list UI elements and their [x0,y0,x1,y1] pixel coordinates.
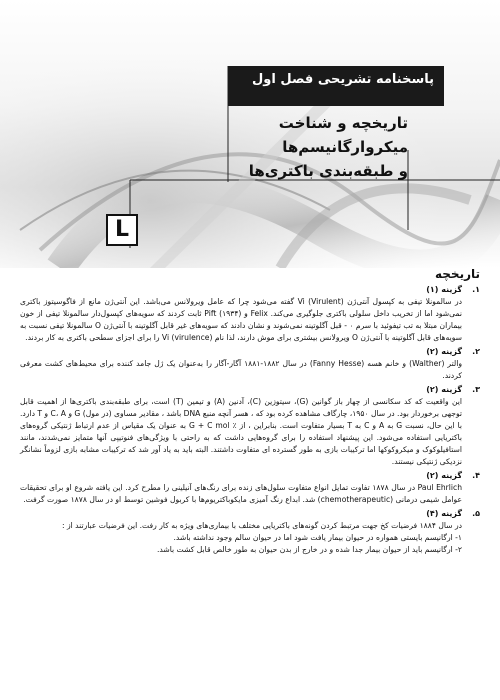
answer-option: گزینه (۲) [426,385,462,394]
question-number: ۱. [472,285,480,294]
main-title-line-2: و طبقه‌بندی باکتری‌ها [248,162,408,180]
question-block [20,508,480,556]
question-number: ۲. [472,347,480,356]
question-number: ۵. [472,509,480,518]
chapter-main-title [148,111,408,183]
answer-text: والتر (Walther) و خانم هسه (Fanny Hesse) در سال ۱۸۸۲-۱۸۸۱ آگار-آگار را به‌عنوان یک ژل جامد کننده برای محیط‌های کشت معرفی کردند. [20,359,463,380]
question-block [20,346,480,382]
answer-option: گزینه (۱) [426,285,462,294]
question-block [20,284,480,344]
chapter-bar-title: پاسخنامه تشریحی فصل اول [228,66,444,106]
postulate-item: ۱- ارگانیسم بایستی همواره در حیوان بیمار یافت شود اما در حیوان سالم وجود نداشته باشد. [173,533,462,542]
answer-option: گزینه (۲) [426,471,462,480]
answer-text: در سال ۱۸۸۴ فرضیات کخ جهت مرتبط کردن گونه‌های باکتریایی مختلف با بیماری‌های ویژه به کار رفت. این فرضیات عبارتند از : [62,521,462,530]
answer-content [20,268,480,556]
main-title-line-1: تاریخچه و شناخت میکروارگانیسم‌ها [278,114,408,156]
question-number: ۳. [472,385,480,394]
question-number: ۴. [472,471,480,480]
question-block [20,470,480,506]
answer-text: این واقعیت که کد سکانسی از چهار باز گوانین (G)، سیتوزین (C)، آدنین (A) و تیمین (T) است، برای طبقه‌بندی باکتری‌ها از اهمیت قابل توجهی برخوردار بود. در سال ۱۹۵۰، چارگاف مشاهده کرده بود که ، هسر آنچه منبع DNA باشد ، مقادیر مساوی (در مول) G و C، A و T دارد. با این حال، نسبت G به A و C به T بسیار متفاوت است. بنابراین ، از ٪ G + C mol به عنوان یک مقیاس از عدم ارتباط ژنتیکی گروه‌های باکتریایی استفاده می‌شود. این پیشنهاد استفاده را برای گروه‌هایی داشت که به راحتی با ویژگی‌های فنوتیپی آنها متمایز نمی‌شدند، مانند استافیلوکوک و میکروکوکها اما ترکیبات بازی به طور گسترده ای متفاوت داشتند. البته باید به یاد آور شد که ترکیبات مشابه بازی لزوماً نشانگر نزدیکی ژنتیکی نیستند. [20,397,463,466]
answer-text: Paul Ehrlich در سال ۱۸۷۸ تفاوت تمایل انواع متفاوت سلول‌های زنده برای رنگ‌های آنیلینی را مطرح کرد. این یافته شروع او برای تحقیقات عوامل شیمی درمانی (chemotherapeutic) شد. ابداع رنگ آمیزی مایکوباکتریوم‌ها با کربول فوشین توسط او در سال ۱۸۷۸ صورت گرفت. [20,483,463,504]
answer-option: گزینه (۲) [426,347,462,356]
question-block [20,384,480,468]
section-title: تاریخچه [435,267,480,281]
answer-option: گزینه (۴) [426,509,462,518]
chapter-letter-box: L [106,214,138,246]
chapter-header [0,0,500,268]
answer-text: در سالمونلا تیفی به کپسول آنتی‌ژن Vi (Virulent) گفته می‌شود چرا که عامل ویرولانس می‌باشد. این آنتی‌ژن مانع از فاگوسیتوز باکتری نمی‌شود اما از تخریب داخل سلولی باکتری جلوگیری می‌کند. Felix و (۱۹۳۴) Pift ثابت کردند که سویه‌های کپسول‌دار سالمونلا تیفی از خون بیماران مبتلا به تب تیفوئید با سرم ۰ - قبل آگلوتینه نمی‌شوند و نشان دادند که سویه‌های غیر قابل آگلوتینه با آنتی‌ژن O سالمونلا تیفی نسبت به سویه‌های قابل آگلوتینه با آنتی‌ژن O ویرولانس بیشتری برای موش دارند، لذا نام (virulence) Vi را برای اجزای سطحی باکتری به کار بردند. [20,297,463,342]
postulate-item: ۲- ارگانیسم باید از حیوان بیمار جدا شده و در خارج از بدن حیوان به طور خالص قابل کشت باشد. [156,545,462,554]
